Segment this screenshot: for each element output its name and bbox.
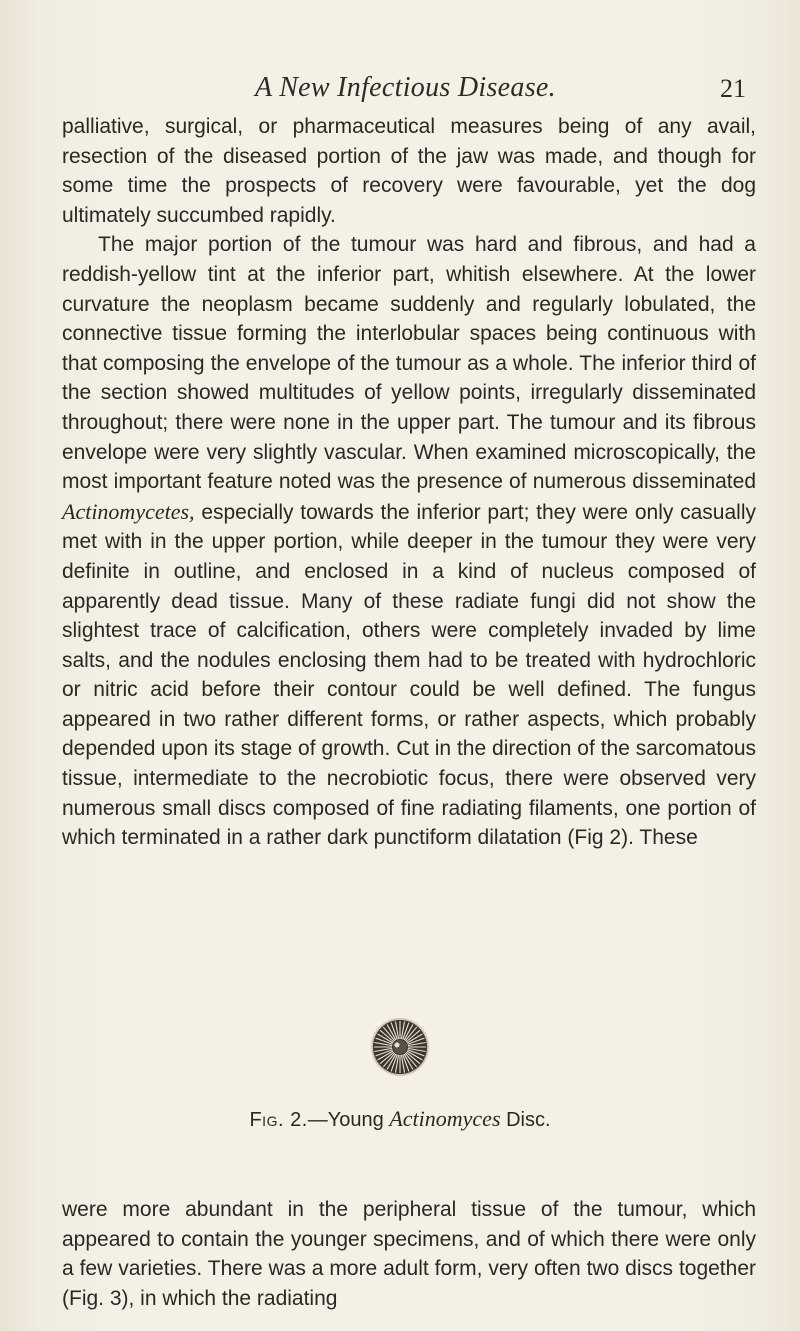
caption-suffix: Disc. (506, 1109, 551, 1131)
paragraph-text-part: The major portion of the tumour was hard and fibrous, and had a reddish-yellow tint at the inferior part, whitish elsewhere. At the lower curvature the neoplasm became suddenly and regularly lobulated, the connective tissue forming the interlobular spaces being continuous with that composing the envelope of the tumour as a whole. The inferior third of the section showed multitudes of yellow points, irregularly disseminated throughout; there were none in the upper part. The tumour and its fibrous envelope were very slightly vascular. When examined microscopically, the most important feature noted was the presence of numerous disseminated (62, 233, 756, 494)
caption-prefix: —Young (307, 1109, 384, 1131)
paragraph-text-part: especially towards the inferior part; they were only casually met with in the upper portion, while deeper in the tumour they were very definite in outline, and enclosed in a kind of nucleus composed of apparently dead tissue. Many of these radiate fungi did not show the slightest trace of calcification, others were completely invaded by lime salts, and the nodules enclosing them had to be treated with hydrochloric or nitric acid before their contour could be well defined. The fungus appeared in two rather different forms, or rather aspects, which probably depended upon its stage of growth. Cut in the direction of the sarcomatous tissue, intermediate to the necrobiotic focus, there were observed very numerous small discs composed of fine radiating filaments, one portion of which terminated in a rather dark punctiform dilatation (Fig 2). These (62, 500, 756, 850)
actinomyces-disc-figure (369, 1016, 431, 1078)
caption-italic-term: Actinomyces (389, 1106, 501, 1131)
disc-highlight (395, 1043, 400, 1048)
disc-center (393, 1040, 407, 1054)
paragraph-after-figure: were more abundant in the peripheral tissue of the tumour, which appeared to contain the younger specimens, and of which there were only a few varieties. There was a more adult form, very often two discs together (Fig. 3), in which the radiating (62, 1198, 756, 1310)
italic-term: Actinomycetes, (62, 498, 195, 524)
body-text-lower (62, 1195, 756, 1313)
body-text-upper (62, 112, 756, 853)
paragraph-continuation: palliative, surgical, or pharmaceutical measures being of any avail, resection of the diseased portion of the jaw was made, and though for some time the prospects of recovery were favourable, yet the dog ultimately succumbed rapidly. (62, 115, 756, 227)
paragraph-tumour-description (62, 230, 756, 852)
figure-caption (0, 1106, 800, 1132)
figure-label: Fig. 2. (249, 1109, 308, 1131)
running-title: A New Infectious Disease. (255, 72, 556, 103)
page-number: 21 (720, 74, 746, 103)
